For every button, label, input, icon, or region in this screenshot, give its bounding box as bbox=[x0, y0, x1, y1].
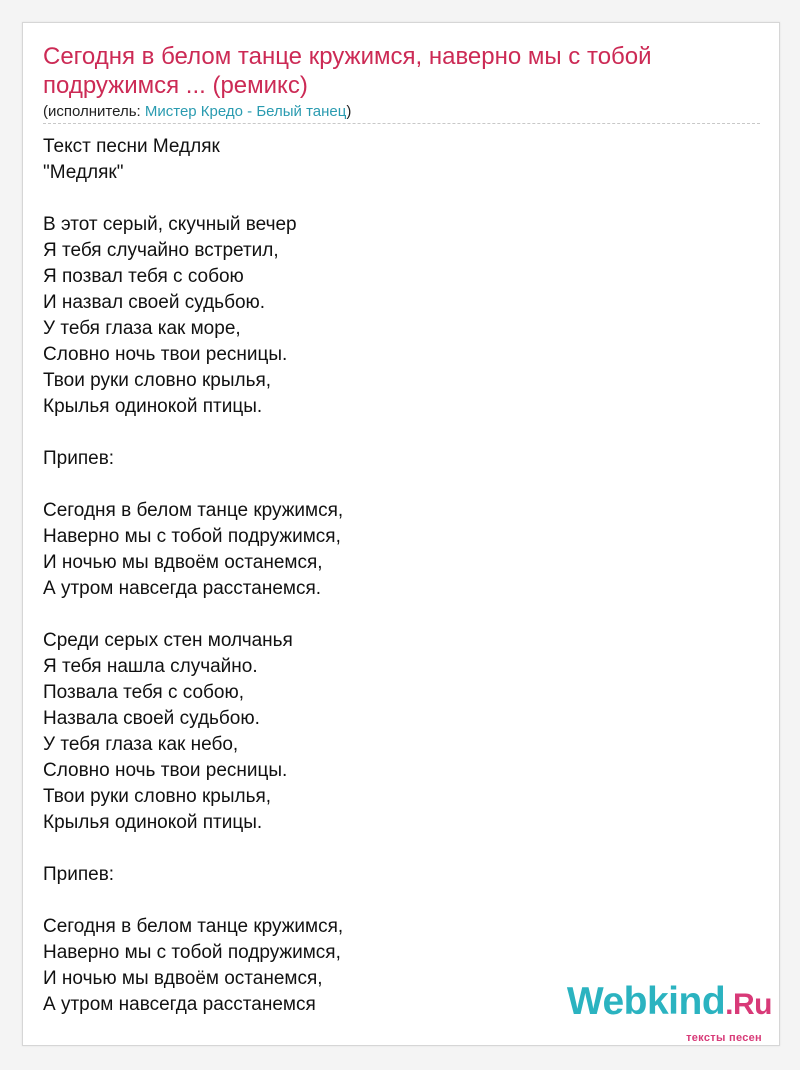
lyric-line: Крылья одинокой птицы. bbox=[43, 812, 263, 833]
lyric-line: Среди серых стен молчанья bbox=[43, 630, 293, 651]
divider bbox=[43, 123, 760, 124]
lyric-line: Крылья одинокой птицы. bbox=[43, 396, 263, 417]
lyric-line: Словно ночь твои ресницы. bbox=[43, 760, 288, 781]
lyric-line: А утром навсегда расстанемся bbox=[43, 994, 316, 1015]
lyric-blank-line bbox=[43, 472, 343, 498]
lyric-line: Наверно мы с тобой подружимся, bbox=[43, 942, 341, 963]
lyric-blank-line bbox=[43, 602, 343, 628]
lyric-line: Твои руки словно крылья, bbox=[43, 370, 272, 391]
lyric-line: Твои руки словно крылья, bbox=[43, 786, 272, 807]
lyric-line: Сегодня в белом танце кружимся, bbox=[43, 916, 344, 937]
lyric-line: Назвала своей судьбою. bbox=[43, 708, 260, 729]
lyrics-text bbox=[43, 134, 343, 1018]
song-title: Сегодня в белом танце кружимся, наверно мы с тобой подружимся ... (ремикс) bbox=[43, 43, 652, 99]
lyric-line: Я позвал тебя с собою bbox=[43, 266, 244, 287]
artist-suffix: ) bbox=[346, 103, 352, 120]
lyric-blank-line bbox=[43, 836, 343, 862]
lyric-line: Словно ночь твои ресницы. bbox=[43, 344, 288, 365]
lyric-line: Я тебя случайно встретил, bbox=[43, 240, 279, 261]
webkind-logo[interactable] bbox=[567, 982, 772, 1025]
logo-main-text: Webkind bbox=[566, 980, 726, 1023]
lyric-line: И ночью мы вдвоём останемся, bbox=[43, 968, 323, 989]
lyric-line: Припев: bbox=[43, 448, 115, 469]
lyric-line: И ночью мы вдвоём останемся, bbox=[43, 552, 323, 573]
lyric-line: И назвал своей судьбою. bbox=[43, 292, 266, 313]
lyric-blank-line bbox=[43, 420, 343, 446]
lyric-blank-line bbox=[43, 888, 343, 914]
lyric-line: Припев: bbox=[43, 864, 115, 885]
artist-link[interactable]: Мистер Кредо - Белый танец bbox=[144, 103, 347, 120]
lyric-line: Наверно мы с тобой подружимся, bbox=[43, 526, 341, 547]
lyric-line: "Медляк" bbox=[43, 162, 124, 183]
logo-tagline: тексты песен bbox=[686, 1032, 762, 1044]
lyric-line: В этот серый, скучный вечер bbox=[43, 214, 297, 235]
lyric-line: Текст песни Медляк bbox=[43, 136, 220, 157]
lyric-line: У тебя глаза как море, bbox=[43, 318, 241, 339]
lyric-blank-line bbox=[43, 186, 343, 212]
lyric-line: Сегодня в белом танце кружимся, bbox=[43, 500, 344, 521]
lyric-line: У тебя глаза как небо, bbox=[43, 734, 239, 755]
lyric-line: Позвала тебя с собою, bbox=[43, 682, 245, 703]
artist-line bbox=[43, 102, 351, 122]
artist-prefix: (исполнитель: bbox=[43, 103, 145, 120]
lyric-line: А утром навсегда расстанемся. bbox=[43, 578, 322, 599]
lyric-line: Я тебя нашла случайно. bbox=[43, 656, 258, 677]
logo-tld-text: .Ru bbox=[725, 988, 772, 1021]
lyrics-page bbox=[22, 22, 780, 1046]
